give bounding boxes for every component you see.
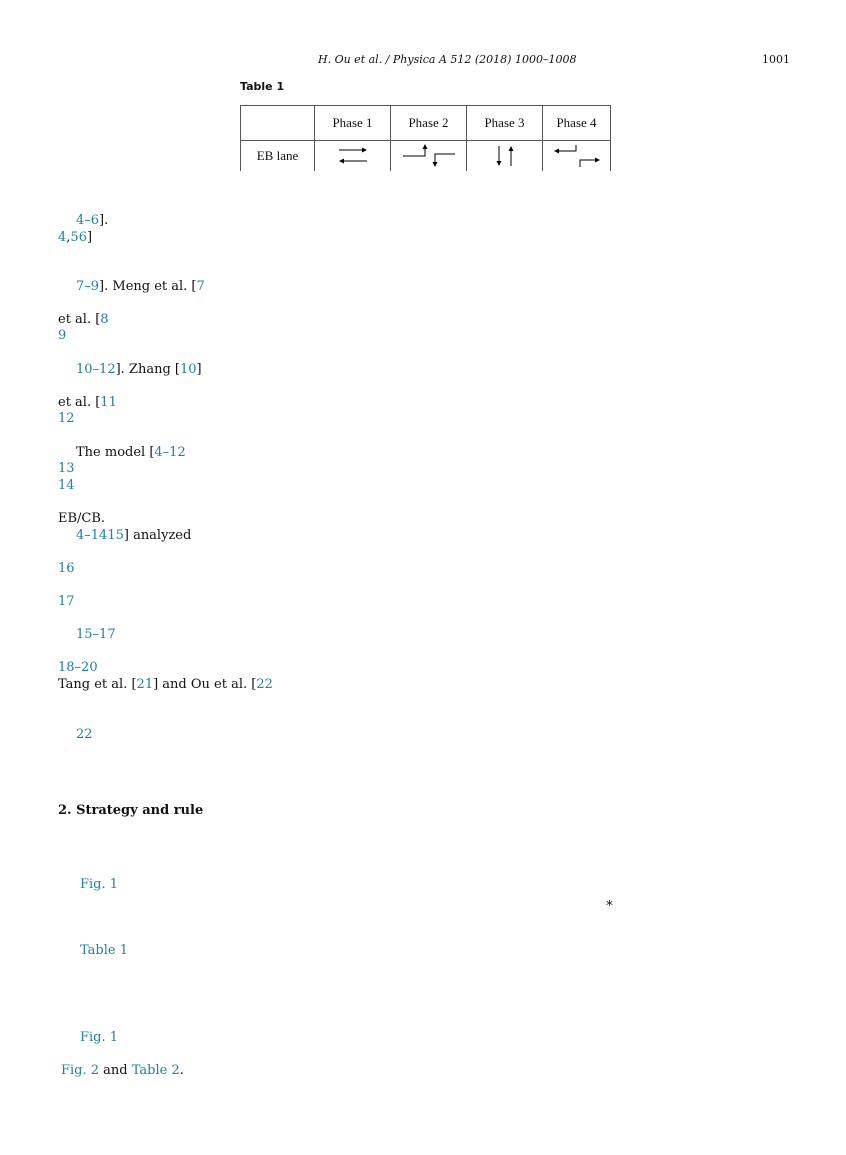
citation-link[interactable]: 4–1415 — [76, 528, 124, 543]
citation-link[interactable]: 11 — [100, 395, 117, 410]
citation-link[interactable]: 8 — [100, 312, 109, 327]
table-header-row — [241, 106, 611, 141]
table-header-cell: Phase 3 — [467, 106, 543, 141]
text: The model [ — [76, 445, 155, 460]
text-line: EB/CB. — [58, 511, 106, 526]
text-line — [58, 594, 75, 610]
page-number: 1001 — [762, 53, 790, 66]
phase-table — [240, 105, 611, 171]
text-line — [58, 411, 75, 427]
citation-link[interactable]: 7–9 — [76, 279, 100, 294]
citation-link[interactable]: 9 — [58, 328, 67, 343]
vertical-arrows-icon — [490, 142, 520, 170]
text-line — [61, 1063, 184, 1079]
text-line — [76, 445, 186, 461]
text-line — [58, 677, 273, 693]
table-link[interactable]: Table 1 — [80, 943, 128, 958]
text: ]. Meng et al. [ — [99, 279, 197, 294]
figure-link[interactable]: Fig. 1 — [80, 1030, 119, 1045]
figure-link[interactable]: Fig. 1 — [80, 877, 119, 892]
citation-link[interactable]: 10 — [179, 362, 197, 377]
text: ] — [196, 362, 202, 377]
citation-link[interactable]: 17 — [58, 594, 75, 609]
turn-arrows-icon — [399, 142, 459, 170]
text-line — [58, 312, 109, 328]
table-header-cell: Phase 1 — [315, 106, 391, 141]
text: ]. — [99, 213, 109, 228]
turn-back-arrows-icon — [550, 142, 604, 170]
citation-link[interactable]: 4–6 — [76, 213, 100, 228]
text: ]. Zhang [ — [115, 362, 180, 377]
citation-link[interactable]: 15–17 — [76, 627, 116, 642]
citation-link[interactable]: 16 — [58, 561, 75, 576]
citation-link[interactable]: 22 — [256, 677, 273, 692]
citation-link[interactable]: 4–12 — [154, 445, 186, 460]
running-head: H. Ou et al. / Physica A 512 (2018) 1000–1008 — [318, 53, 577, 66]
citation-link[interactable]: 56 — [70, 230, 87, 245]
text-line — [58, 461, 75, 477]
straight-both-arrows-icon — [333, 144, 373, 168]
table-caption: Table 1 — [240, 80, 285, 93]
text-line — [76, 362, 202, 378]
citation-link[interactable]: 22 — [76, 727, 93, 742]
text-line — [58, 230, 92, 246]
text-line — [58, 561, 75, 577]
table-link[interactable]: Table 2 — [131, 1063, 180, 1078]
text: ] analyzed — [123, 528, 192, 543]
row-label: EB lane — [241, 141, 315, 172]
asterisk-mark: ∗ — [605, 896, 614, 911]
table-header-cell — [241, 106, 315, 141]
text: and — [99, 1063, 132, 1078]
citation-link[interactable]: 10–12 — [76, 362, 116, 377]
text-line — [76, 727, 93, 743]
text-line — [76, 279, 205, 295]
text-line — [58, 328, 66, 344]
text: . — [179, 1063, 184, 1078]
citation-link[interactable]: 12 — [58, 411, 75, 426]
text: Tang et al. [ — [58, 677, 137, 692]
text-line — [76, 213, 108, 229]
text: ] and Ou et al. [ — [153, 677, 257, 692]
citation-link[interactable]: 14 — [58, 478, 75, 493]
text: et al. [ — [58, 395, 101, 410]
table-row — [241, 141, 611, 172]
text-line — [76, 627, 116, 643]
citation-link[interactable]: 21 — [136, 677, 154, 692]
table-header-cell: Phase 4 — [543, 106, 611, 141]
citation-link[interactable]: 13 — [58, 461, 75, 476]
citation-link[interactable]: 18–20 — [58, 660, 98, 675]
citation-link[interactable]: 7 — [196, 279, 205, 294]
citation-link[interactable]: 4 — [58, 230, 67, 245]
text-line — [76, 528, 191, 544]
section-heading: 2. Strategy and rule — [58, 803, 204, 818]
figure-link[interactable]: Fig. 2 — [61, 1063, 100, 1078]
table-header-cell: Phase 2 — [391, 106, 467, 141]
text: , — [66, 230, 71, 245]
text: ] — [86, 230, 93, 245]
text-line — [58, 395, 117, 411]
text-line — [58, 660, 98, 676]
text: et al. [ — [58, 312, 101, 327]
text-line — [58, 478, 75, 494]
